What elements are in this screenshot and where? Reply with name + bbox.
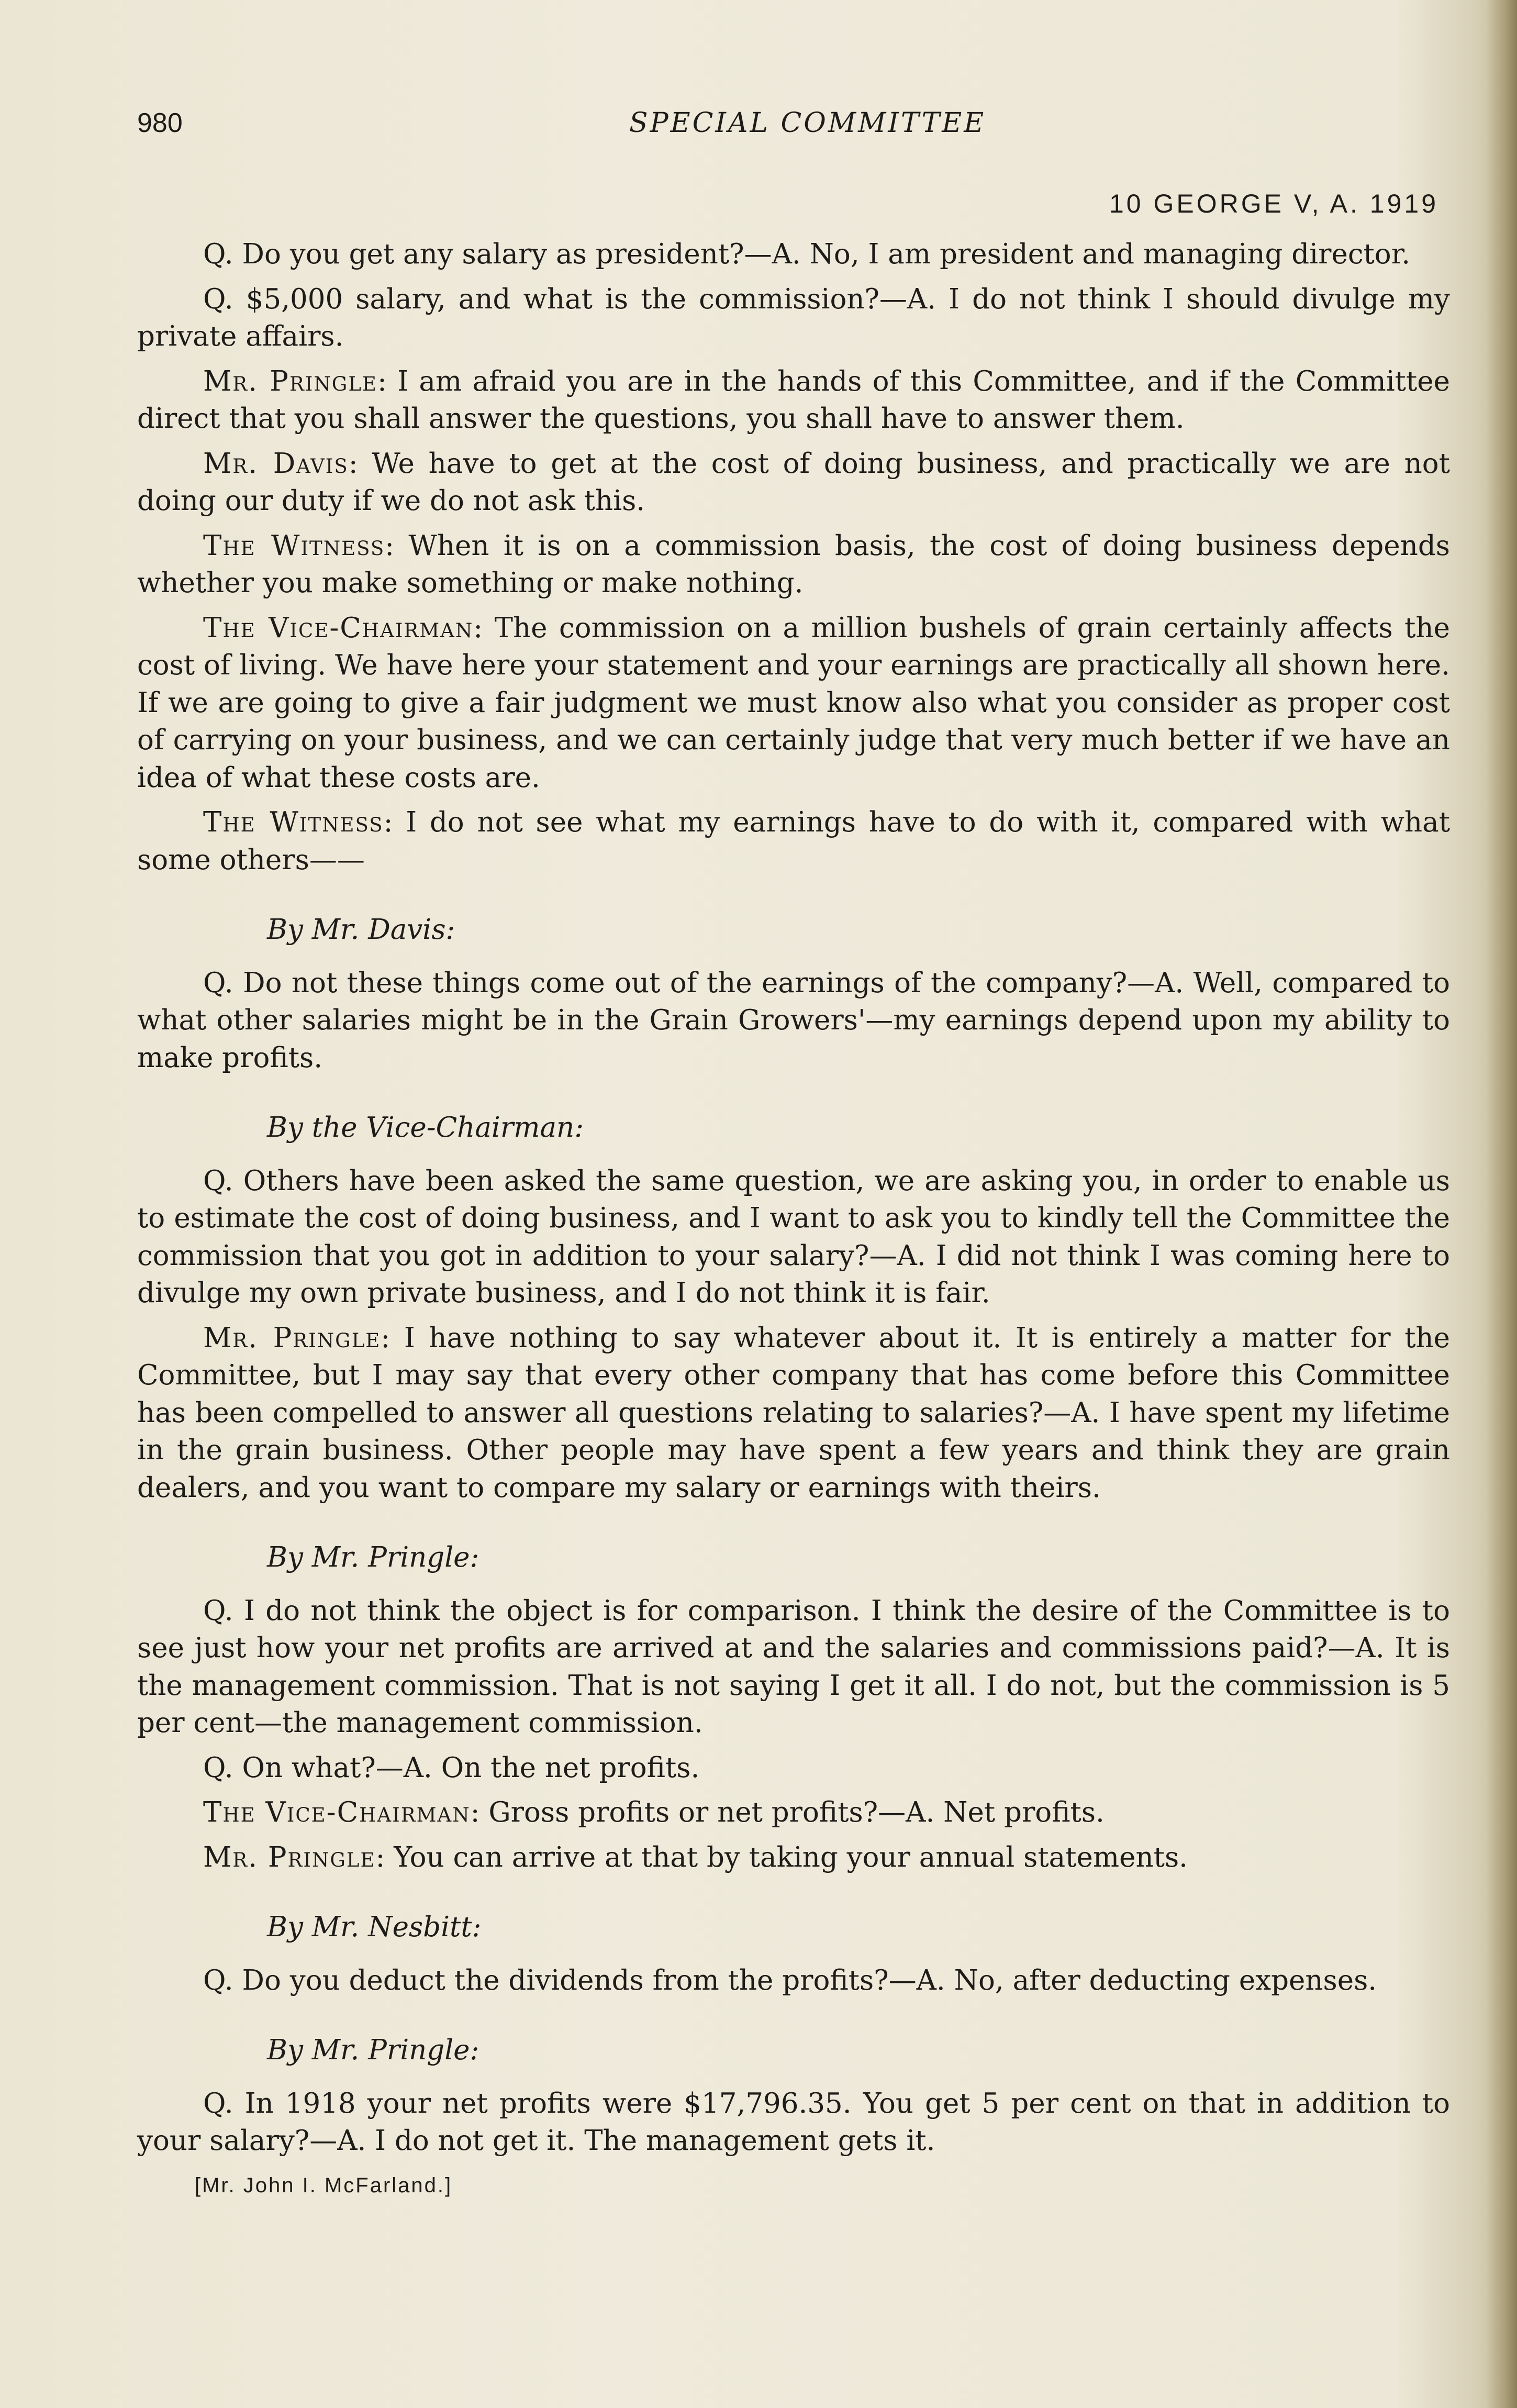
qa-paragraph: Q. Do not these things come out of the earnings of the company?—A. Well, compared to what other salaries might be in the Grain Growers'—my earnings depend upon my ability to make profits. (137, 967, 1450, 1074)
examiner-byline: By Mr. Pringle: (267, 1541, 479, 1573)
speech-paragraph: The Vice-Chairman: Gross profits or net profits?—A. Net profits. (203, 1796, 1105, 1828)
examiner-byline: By Mr. Nesbitt: (267, 1911, 482, 1943)
running-title: SPECIAL COMMITTEE (629, 107, 986, 139)
speech-paragraph: Mr. Pringle: You can arrive at that by taking your annual statements. (203, 1841, 1188, 1873)
session-line: 10 GEORGE V, A. 1919 (1109, 189, 1438, 218)
speech-text: The commission on a million bushels of grain certainly affects the cost of living. We have here your statement and your earnings are practically all shown here. If we are going to give a fair judgment we must know also what you consider as proper cost of carrying on your business, and we can certainly judge that very much better if we have an idea of what these costs are. (137, 612, 1450, 794)
witness-footnote: [Mr. John I. McFarland.] (195, 2173, 453, 2197)
speaker-name: The Vice-Chairman (203, 1796, 471, 1828)
speech-paragraph: The Vice-Chairman: The commission on a million bushels of grain certainly affects the cost of living. We have here your statement and your earnings are practically all shown here. If we are going to give a fair judgment we must know also what you consider as proper cost of carrying on your business, and we can certainly judge that very much better if we have an idea of what these costs are. (137, 612, 1450, 794)
page-edge-shadow (1486, 0, 1517, 2408)
qa-paragraph: Q. In 1918 your net profits were $17,796.35. You get 5 per cent on that in addition to your salary?—A. I do not get it. The management gets it. (137, 2087, 1450, 2157)
speech-text: You can arrive at that by taking your annual statements. (394, 1841, 1188, 1873)
speaker-name: Mr. Davis (203, 447, 349, 480)
qa-paragraph: Q. I do not think the object is for comparison. I think the desire of the Committee is to see just how your net profits are arrived at and the salaries and commissions paid?—A. It is the management commission. That is not saying I get it all. I do not, but the commission is 5 per cent—the management commission. (137, 1594, 1450, 1739)
speech-text: When it is on a commission basis, the cost of doing business depends whether you make something or make nothing. (137, 529, 1450, 599)
qa-paragraph: Q. On what?—A. On the net profits. (203, 1751, 700, 1784)
speech-paragraph: Mr. Davis: We have to get at the cost of doing business, and practically we are not doing our duty if we do not ask this. (137, 447, 1450, 517)
speech-text: I am afraid you are in the hands of this Committee, and if the Committee direct that you shall answer the questions, you shall have to answer them. (137, 365, 1450, 435)
speaker-name: The Witness (203, 529, 385, 562)
speech-paragraph: Mr. Pringle: I am afraid you are in the hands of this Committee, and if the Committee direct that you shall answer the questions, you shall have to answer them. (137, 365, 1450, 435)
speech-paragraph: The Witness: I do not see what my earnings have to do with it, compared with what some others—— (137, 806, 1450, 876)
speech-text: We have to get at the cost of doing business, and practically we are not doing our duty if we do not ask this. (137, 447, 1450, 517)
examiner-byline: By Mr. Pringle: (267, 2034, 479, 2066)
speech-text: Gross profits or net profits?—A. Net profits. (488, 1796, 1105, 1828)
speech-text: I do not see what my earnings have to do with it, compared with what some others—— (137, 806, 1450, 876)
document-body (137, 236, 1450, 2204)
speaker-name: Mr. Pringle (203, 365, 377, 397)
page-header (137, 107, 1498, 154)
speaker-name: The Witness (203, 806, 384, 838)
speech-paragraph: The Witness: When it is on a commission basis, the cost of doing business depends whether you make something or make nothing. (137, 529, 1450, 599)
examiner-byline: By Mr. Davis: (267, 914, 455, 946)
qa-paragraph: Q. Do you deduct the dividends from the profits?—A. No, after deducting expenses. (203, 1964, 1377, 1996)
speech-paragraph: Mr. Pringle: I have nothing to say whatever about it. It is entirely a matter for the Committee, but I may say that every other company that has come before this Committee has been compelled to answer all questions relating to salaries?—A. I have spent my lifetime in the grain business. Other people may have spent a few years and think they are grain dealers, and you want to compare my salary or earnings with theirs. (137, 1322, 1451, 1504)
examiner-byline: By the Vice-Chairman: (267, 1112, 584, 1144)
speaker-name: The Vice-Chairman (203, 612, 474, 644)
speaker-name: Mr. Pringle (203, 1841, 376, 1873)
qa-paragraph: Q. $5,000 salary, and what is the commission?—A. I do not think I should divulge my private affairs. (137, 283, 1450, 352)
speech-text: I have nothing to say whatever about it. It is entirely a matter for the Committee, but I may say that every other company that has come before this Committee has been compelled to answer all questions relating to salaries?—A. I have spent my lifetime in the grain business. Other people may have spent a few years and think they are grain dealers, and you want to compare my salary or earnings with theirs. (137, 1322, 1451, 1504)
qa-paragraph: Q. Do you get any salary as president?—A. No, I am president and managing director. (203, 238, 1411, 270)
qa-paragraph: Q. Others have been asked the same question, we are asking you, in order to enable us to estimate the cost of doing business, and I want to ask you to kindly tell the Committee the commission that you got in addition to your salary?—A. I did not think I was coming here to divulge my own private business, and I do not think it is fair. (137, 1164, 1450, 1309)
speaker-name: Mr. Pringle (203, 1322, 381, 1354)
page-number: 980 (137, 108, 183, 138)
